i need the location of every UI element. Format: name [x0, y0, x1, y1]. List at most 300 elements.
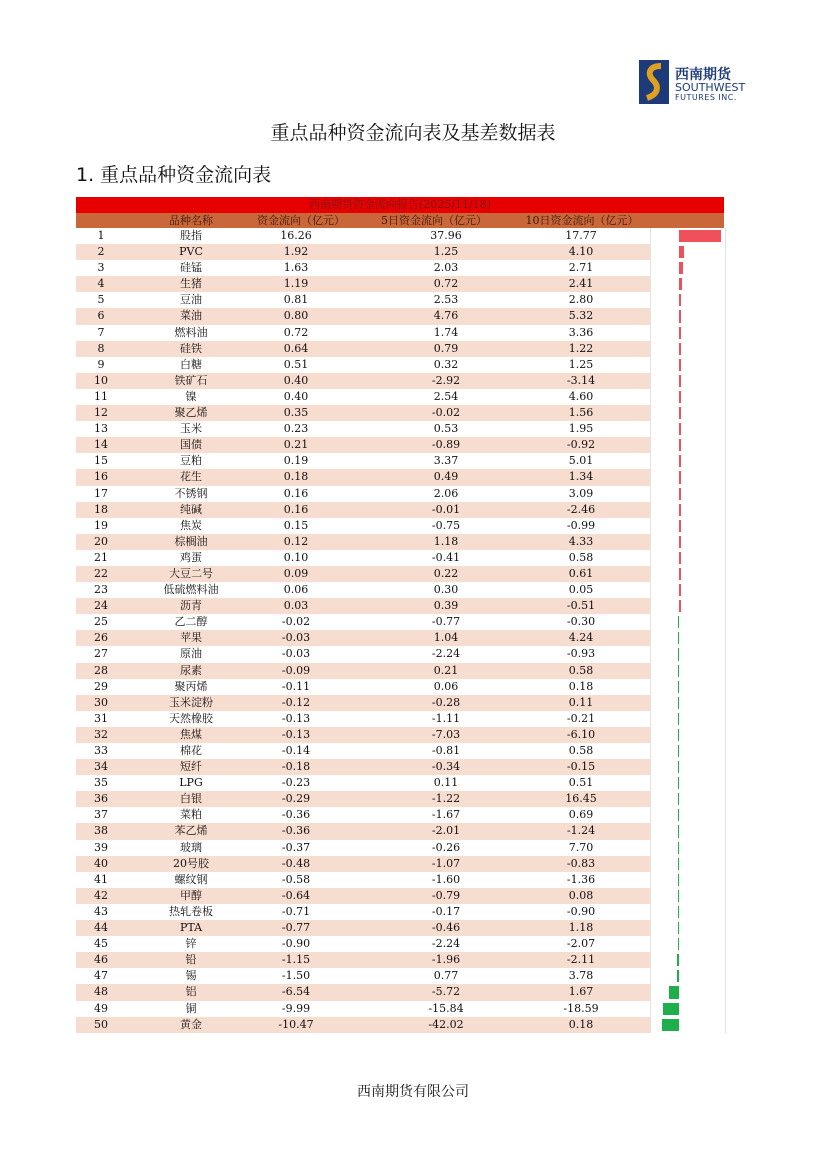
row-flow10: -2.46 [566, 502, 596, 516]
table-row [76, 759, 724, 775]
row-flow10: -0.92 [566, 438, 596, 452]
row-name: 菜油 [180, 309, 202, 323]
negative-flow-bar [678, 729, 680, 741]
row-flow10: 2.80 [568, 293, 594, 307]
negative-flow-bar [678, 793, 680, 805]
row-flow10: -1.24 [566, 824, 596, 838]
row-flow5: 1.18 [433, 534, 459, 548]
row-name: 玉米 [180, 422, 202, 436]
row-flow5: -2.01 [431, 824, 461, 838]
row-rank: 24 [94, 599, 108, 613]
row-flow: -0.58 [281, 872, 311, 886]
row-rank: 28 [94, 663, 108, 677]
flow-bar-cell [650, 437, 726, 453]
row-name: 甲醇 [180, 888, 202, 902]
table-row [76, 518, 724, 534]
row-flow10: -2.07 [566, 937, 596, 951]
row-name: 天然橡胶 [169, 711, 213, 725]
flow-bar-cell [650, 389, 726, 405]
table-row [76, 453, 724, 469]
row-flow5: -0.89 [431, 438, 461, 452]
positive-flow-bar [679, 455, 681, 467]
row-flow: -0.64 [281, 888, 311, 902]
row-flow: -0.09 [281, 663, 311, 677]
negative-flow-bar [678, 922, 680, 934]
positive-flow-bar [679, 600, 681, 612]
row-flow: -0.36 [281, 808, 311, 822]
table-row [76, 968, 724, 984]
row-name: LPG [179, 776, 203, 790]
row-flow: -0.02 [281, 615, 311, 629]
row-name: 苯乙烯 [174, 824, 208, 838]
row-flow: 0.10 [283, 550, 309, 564]
row-flow5: -0.46 [431, 921, 461, 935]
row-flow10: 0.08 [568, 888, 594, 902]
row-name: 白银 [180, 792, 202, 806]
header-flow10: 10日资金流向（亿元） [525, 214, 639, 227]
negative-flow-bar [678, 648, 680, 660]
table-row [76, 743, 724, 759]
table-row [76, 228, 724, 244]
row-name: 棕榈油 [174, 534, 208, 548]
table-row [76, 952, 724, 968]
row-flow: 0.16 [283, 502, 309, 516]
row-name: 不锈钢 [174, 486, 208, 500]
row-flow: -0.18 [281, 760, 311, 774]
row-flow5: 0.30 [433, 583, 459, 597]
row-flow: 1.63 [283, 261, 309, 275]
negative-flow-bar [678, 809, 680, 821]
positive-flow-bar [679, 439, 681, 451]
flow-bar-cell [650, 244, 726, 260]
row-flow: -0.77 [281, 921, 311, 935]
row-name: 原油 [180, 647, 202, 661]
row-flow10: 3.09 [568, 486, 594, 500]
table-row [76, 920, 724, 936]
row-flow: -0.37 [281, 840, 311, 854]
positive-flow-bar [679, 568, 681, 580]
row-name: 豆粕 [180, 454, 202, 468]
table-row [76, 308, 724, 324]
flow-bar-cell [650, 518, 726, 534]
row-flow5: 0.79 [433, 341, 459, 355]
row-rank: 50 [94, 1017, 108, 1031]
row-rank: 12 [94, 406, 108, 420]
row-flow5: -0.02 [431, 406, 461, 420]
flow-bar-cell [650, 469, 726, 485]
flow-bar-cell [650, 984, 726, 1000]
table-row [76, 663, 724, 679]
negative-flow-bar [678, 842, 680, 854]
row-rank: 48 [94, 985, 108, 999]
row-flow5: 2.54 [433, 389, 459, 403]
row-name: 白糖 [180, 357, 202, 371]
row-flow5: -1.11 [431, 711, 461, 725]
table-row [76, 630, 724, 646]
row-name: 锌 [185, 937, 197, 951]
flow-bar-cell [650, 228, 726, 244]
table-row [76, 807, 724, 823]
row-flow: -0.36 [281, 824, 311, 838]
row-flow: 0.64 [283, 341, 309, 355]
table-row [76, 421, 724, 437]
row-name: 生猪 [180, 277, 202, 291]
row-flow10: -3.14 [566, 373, 596, 387]
row-flow5: -0.81 [431, 744, 461, 757]
row-rank: 42 [94, 888, 108, 902]
row-flow: 0.23 [283, 422, 309, 436]
row-rank: 49 [94, 1001, 108, 1015]
row-flow: -0.13 [281, 727, 311, 741]
row-name: 沥青 [180, 599, 202, 613]
row-flow: -6.54 [281, 985, 311, 999]
row-flow: 0.12 [283, 534, 309, 548]
flow-bar-cell [650, 260, 726, 276]
flow-bar-cell [650, 888, 726, 904]
row-flow5: -42.02 [428, 1017, 464, 1031]
row-flow5: 2.03 [433, 261, 459, 275]
flow-bar-cell [650, 550, 726, 566]
negative-flow-bar [678, 890, 680, 902]
row-rank: 30 [94, 695, 108, 709]
row-flow10: 0.05 [568, 583, 594, 597]
row-flow5: -1.22 [431, 792, 461, 806]
header-flow5: 5日资金流向（亿元） [381, 214, 487, 227]
row-flow10: 0.69 [568, 808, 594, 822]
row-flow: 1.19 [283, 277, 309, 291]
row-flow5: -15.84 [428, 1001, 464, 1015]
row-flow10: 1.67 [568, 985, 594, 999]
row-rank: 32 [94, 727, 108, 741]
row-name: 硅铁 [180, 341, 202, 355]
logo-mark-icon [639, 60, 669, 104]
row-flow5: 0.32 [433, 357, 459, 371]
row-rank: 36 [94, 792, 108, 806]
logo-name-en-line2: FUTURES INC. [675, 93, 737, 102]
row-flow: 0.80 [283, 309, 309, 323]
table-row [76, 486, 724, 502]
row-flow5: -1.60 [431, 872, 461, 886]
table-row [76, 727, 724, 743]
row-flow10: -0.99 [566, 518, 596, 532]
positive-flow-bar [679, 536, 681, 548]
row-rank: 45 [94, 937, 108, 951]
positive-flow-bar [679, 391, 681, 403]
fund-flow-table [76, 197, 724, 1033]
flow-bar-cell [650, 968, 726, 984]
row-flow: -0.90 [281, 937, 311, 951]
row-flow10: 7.70 [568, 840, 594, 854]
row-name: 铁矿石 [174, 373, 208, 387]
row-name: 低硫燃料油 [163, 583, 219, 597]
flow-bar-cell [650, 486, 726, 502]
table-row [76, 389, 724, 405]
positive-flow-bar [679, 230, 721, 242]
row-flow10: -2.11 [566, 953, 596, 967]
row-flow5: -0.79 [431, 888, 461, 902]
row-name: 铝 [185, 985, 197, 999]
table-row [76, 904, 724, 920]
row-rank: 37 [94, 808, 108, 822]
flow-bar-cell [650, 373, 726, 389]
row-flow10: -6.10 [566, 727, 596, 741]
row-rank: 25 [94, 615, 108, 629]
flow-bar-cell [650, 775, 726, 791]
row-rank: 39 [94, 840, 108, 854]
row-flow10: -0.93 [566, 647, 596, 661]
row-flow10: 0.51 [568, 776, 594, 790]
table-row [76, 695, 724, 711]
flow-bar-cell [650, 453, 726, 469]
flow-bar-cell [650, 663, 726, 679]
row-rank: 3 [97, 261, 105, 275]
flow-bar-cell [650, 840, 726, 856]
row-name: 镍 [185, 389, 197, 403]
row-rank: 9 [97, 357, 105, 371]
row-name: 苹果 [180, 631, 202, 645]
row-rank: 14 [94, 438, 108, 452]
flow-bar-cell [650, 502, 726, 518]
row-name: 黄金 [180, 1017, 202, 1031]
row-flow10: 1.22 [568, 341, 594, 355]
row-name: 螺纹钢 [174, 872, 208, 886]
positive-flow-bar [679, 310, 681, 322]
header-name: 品种名称 [169, 214, 213, 227]
document-title: 重点品种资金流向表及基差数据表 [270, 122, 556, 144]
negative-flow-bar [678, 777, 680, 789]
row-flow10: 5.01 [568, 454, 594, 468]
row-rank: 35 [94, 776, 108, 790]
flow-bar-cell [650, 872, 726, 888]
table-row [76, 840, 724, 856]
row-flow5: -2.24 [431, 937, 461, 951]
row-rank: 20 [94, 534, 108, 548]
table-row [76, 437, 724, 453]
positive-flow-bar [679, 471, 681, 483]
row-name: 纯碱 [180, 502, 202, 516]
row-name: 豆油 [180, 293, 202, 307]
row-flow: 0.18 [283, 470, 309, 484]
row-flow5: 2.53 [433, 293, 459, 307]
row-flow5: -5.72 [431, 985, 461, 999]
row-flow: -0.03 [281, 631, 311, 645]
negative-flow-bar [678, 697, 680, 709]
row-flow10: 5.32 [568, 309, 594, 323]
row-rank: 26 [94, 631, 108, 645]
row-flow5: -1.67 [431, 808, 461, 822]
positive-flow-bar [679, 375, 681, 387]
row-flow10: 0.18 [568, 1017, 594, 1031]
table-row [76, 292, 724, 308]
flow-bar-cell [650, 614, 726, 630]
table-row [76, 276, 724, 292]
flow-bar-cell [650, 598, 726, 614]
positive-flow-bar [679, 584, 681, 596]
table-row [76, 872, 724, 888]
negative-flow-bar [678, 632, 680, 644]
row-flow: -0.12 [281, 695, 311, 709]
row-flow5: -0.26 [431, 840, 461, 854]
row-flow10: 0.18 [568, 679, 594, 693]
flow-bar-cell [650, 421, 726, 437]
row-rank: 17 [94, 486, 108, 500]
flow-bar-cell [650, 357, 726, 373]
row-name: 玻璃 [180, 840, 202, 854]
row-flow10: 4.60 [568, 389, 594, 403]
row-rank: 21 [94, 550, 108, 564]
row-rank: 23 [94, 583, 108, 597]
row-flow: -0.11 [281, 679, 311, 693]
row-flow: 0.51 [283, 357, 309, 371]
row-flow: 0.40 [283, 389, 309, 403]
row-flow5: 0.21 [433, 663, 459, 677]
negative-flow-bar [678, 761, 680, 773]
positive-flow-bar [679, 488, 681, 500]
section-heading: 1. 重点品种资金流向表 [76, 164, 272, 186]
row-flow10: 3.78 [568, 969, 594, 983]
flow-bar-cell [650, 936, 726, 952]
table-row [76, 984, 724, 1000]
table-body [76, 228, 724, 1033]
positive-flow-bar [679, 327, 681, 339]
negative-flow-bar [663, 1003, 679, 1015]
row-flow5: -7.03 [431, 727, 461, 741]
flow-bar-cell [650, 630, 726, 646]
table-row [76, 1001, 724, 1017]
flow-bar-cell [650, 1017, 726, 1033]
row-rank: 8 [97, 341, 105, 355]
table-row [76, 646, 724, 662]
positive-flow-bar [679, 407, 681, 419]
row-flow: 0.03 [283, 599, 309, 613]
row-name: 聚乙烯 [174, 406, 208, 420]
row-flow10: -0.30 [566, 615, 596, 629]
row-name: 热轧卷板 [169, 904, 213, 918]
table-header-row [76, 213, 724, 228]
row-flow5: 0.77 [433, 969, 459, 983]
row-flow5: -0.34 [431, 760, 461, 774]
row-flow10: 0.58 [568, 663, 594, 677]
row-flow10: 16.45 [565, 792, 597, 806]
row-rank: 34 [94, 760, 108, 774]
row-rank: 7 [97, 325, 105, 339]
table-row [76, 856, 724, 872]
row-flow: 0.06 [283, 583, 309, 597]
flow-bar-cell [650, 1001, 726, 1017]
row-flow5: 0.49 [433, 470, 459, 484]
row-flow10: 4.33 [568, 534, 594, 548]
header-flow: 资金流向（亿元） [257, 214, 345, 227]
row-flow10: 2.71 [568, 261, 594, 275]
row-flow5: 0.22 [433, 566, 459, 580]
positive-flow-bar [679, 504, 681, 516]
table-row [76, 502, 724, 518]
table-row [76, 341, 724, 357]
negative-flow-bar [678, 616, 680, 628]
row-flow5: -1.07 [431, 856, 461, 870]
row-flow: 0.15 [283, 518, 309, 532]
negative-flow-bar [678, 938, 680, 950]
flow-bar-cell [650, 679, 726, 695]
table-row [76, 550, 724, 566]
table-row [76, 888, 724, 904]
positive-flow-bar [679, 262, 683, 274]
row-rank: 44 [94, 921, 108, 935]
flow-bar-cell [650, 807, 726, 823]
row-flow10: 0.58 [568, 550, 594, 564]
flow-bar-cell [650, 904, 726, 920]
row-rank: 31 [94, 711, 108, 725]
row-name: PTA [179, 921, 203, 935]
negative-flow-bar [678, 858, 680, 870]
row-flow5: 0.39 [433, 599, 459, 613]
row-rank: 1 [97, 229, 105, 242]
positive-flow-bar [679, 359, 681, 371]
row-name: 焦煤 [180, 727, 202, 741]
flow-bar-cell [650, 646, 726, 662]
flow-bar-cell [650, 952, 726, 968]
flow-bar-cell [650, 823, 726, 839]
row-flow5: -0.17 [431, 904, 461, 918]
table-row [76, 260, 724, 276]
row-flow10: 4.10 [568, 245, 594, 259]
row-flow5: 2.06 [433, 486, 459, 500]
row-flow10: -18.59 [563, 1001, 599, 1015]
row-flow10: 3.36 [568, 325, 594, 339]
table-row [76, 373, 724, 389]
row-flow: -0.03 [281, 647, 311, 661]
positive-flow-bar [679, 294, 681, 306]
row-flow10: 1.95 [568, 422, 594, 436]
flow-bar-cell [650, 711, 726, 727]
table-row [76, 582, 724, 598]
row-name: 20号胶 [173, 856, 209, 870]
table-row [76, 534, 724, 550]
flow-bar-cell [650, 856, 726, 872]
table-row [76, 614, 724, 630]
row-flow10: 1.56 [568, 406, 594, 420]
row-rank: 46 [94, 953, 108, 967]
table-row [76, 598, 724, 614]
row-name: 股指 [180, 229, 202, 242]
row-name: 短纤 [180, 760, 202, 774]
negative-flow-bar [678, 665, 680, 677]
flow-bar-cell [650, 743, 726, 759]
table-row [76, 679, 724, 695]
row-flow10: 1.18 [568, 921, 594, 935]
row-flow10: 0.61 [568, 566, 594, 580]
table-row [76, 325, 724, 341]
row-rank: 5 [97, 293, 105, 307]
positive-flow-bar [679, 343, 681, 355]
negative-flow-bar [678, 681, 680, 693]
row-name: 大豆二号 [169, 566, 213, 580]
row-flow: -9.99 [281, 1001, 311, 1015]
row-flow5: 4.76 [433, 309, 459, 323]
row-flow: 16.26 [280, 229, 312, 242]
row-rank: 16 [94, 470, 108, 484]
row-name: 尿素 [180, 663, 202, 677]
row-flow: 0.09 [283, 566, 309, 580]
row-rank: 10 [94, 373, 108, 387]
table-row [76, 823, 724, 839]
negative-flow-bar [678, 874, 680, 886]
table-row [76, 405, 724, 421]
row-rank: 29 [94, 679, 108, 693]
row-name: 乙二醇 [174, 615, 208, 629]
row-name: 铜 [185, 1001, 197, 1015]
row-rank: 43 [94, 904, 108, 918]
